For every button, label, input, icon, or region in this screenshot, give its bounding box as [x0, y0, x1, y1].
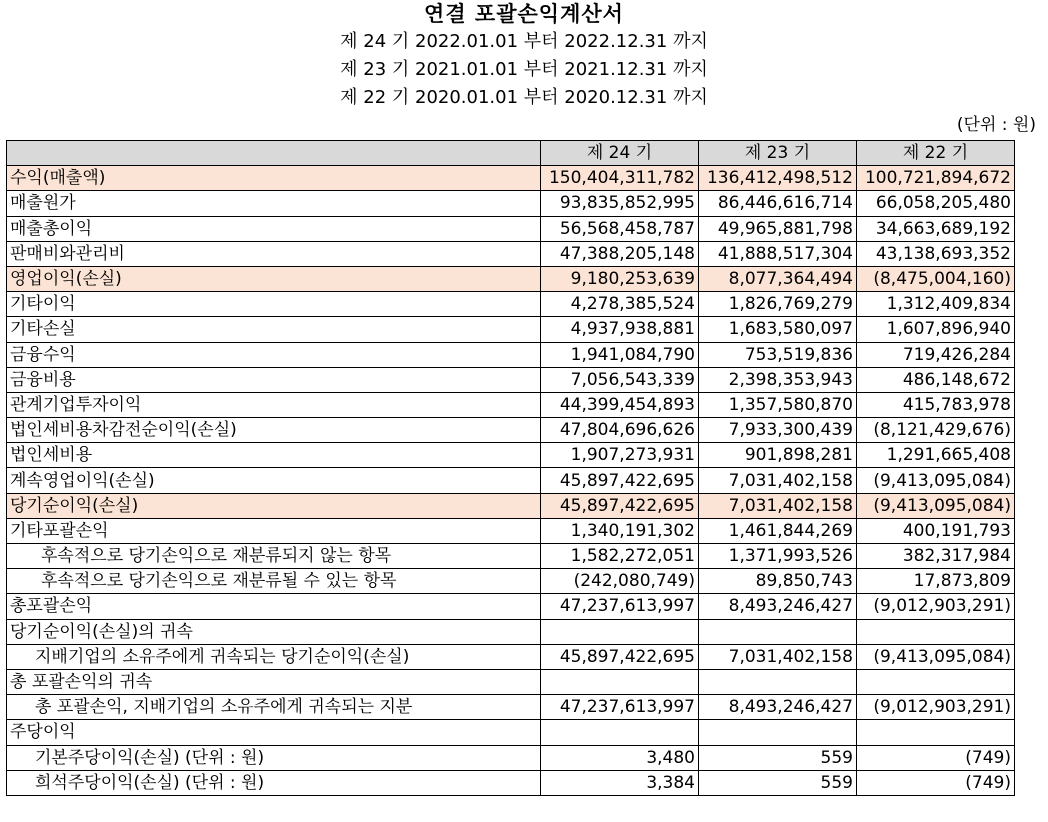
table-row: [7, 518, 1015, 543]
table-row: [7, 745, 1015, 770]
value-cell-22: (9,012,903,291): [857, 594, 1015, 619]
value-cell-24: 150,404,311,782: [541, 166, 699, 191]
row-label: 수익(매출액): [7, 166, 541, 191]
value-cell-22: (8,121,429,676): [857, 418, 1015, 443]
value-cell-23: 1,371,993,526: [699, 544, 857, 569]
row-label: 금융비용: [7, 367, 541, 392]
table-row: [7, 266, 1015, 291]
row-label: 후속적으로 당기손익으로 재분류될 수 있는 항목: [7, 569, 541, 594]
value-cell-23: [699, 669, 857, 694]
value-cell-24: 47,237,613,997: [541, 594, 699, 619]
table-row: [7, 443, 1015, 468]
value-cell-23: 8,077,364,494: [699, 266, 857, 291]
value-cell-22: 486,148,672: [857, 367, 1015, 392]
row-label: 총 포괄손익의 귀속: [7, 669, 541, 694]
value-cell-24: 93,835,852,995: [541, 191, 699, 216]
value-cell-22: 66,058,205,480: [857, 191, 1015, 216]
row-label: 매출원가: [7, 191, 541, 216]
row-label: 법인세비용: [7, 443, 541, 468]
statement-header: [0, 0, 1048, 138]
value-cell-23: 753,519,836: [699, 342, 857, 367]
table-row: [7, 317, 1015, 342]
value-cell-23: 7,933,300,439: [699, 418, 857, 443]
value-cell-24: 47,237,613,997: [541, 695, 699, 720]
row-label: 주당이익: [7, 720, 541, 745]
column-header-item: [7, 141, 541, 166]
value-cell-24: [541, 720, 699, 745]
row-label: 기타이익: [7, 292, 541, 317]
value-cell-22: 43,138,693,352: [857, 241, 1015, 266]
column-header-22: 제 22 기: [857, 141, 1015, 166]
value-cell-24: 1,907,273,931: [541, 443, 699, 468]
value-cell-23: 901,898,281: [699, 443, 857, 468]
value-cell-24: 45,897,422,695: [541, 468, 699, 493]
value-cell-23: 559: [699, 770, 857, 795]
value-cell-22: (9,012,903,291): [857, 695, 1015, 720]
value-cell-22: [857, 619, 1015, 644]
value-cell-23: 559: [699, 745, 857, 770]
value-cell-23: 1,826,769,279: [699, 292, 857, 317]
table-row: [7, 216, 1015, 241]
table-row: [7, 669, 1015, 694]
value-cell-22: 17,873,809: [857, 569, 1015, 594]
value-cell-24: 44,399,454,893: [541, 392, 699, 417]
table-row: [7, 468, 1015, 493]
table-row: [7, 770, 1015, 795]
value-cell-24: 1,941,084,790: [541, 342, 699, 367]
value-cell-22: 1,291,665,408: [857, 443, 1015, 468]
table-row: [7, 166, 1015, 191]
table-row: [7, 418, 1015, 443]
value-cell-22: [857, 720, 1015, 745]
table-row: [7, 493, 1015, 518]
row-label: 매출총이익: [7, 216, 541, 241]
table-row: [7, 392, 1015, 417]
value-cell-24: 3,384: [541, 770, 699, 795]
row-label: 기본주당이익(손실) (단위 : 원): [7, 745, 541, 770]
value-cell-22: (749): [857, 770, 1015, 795]
table-header-row: [7, 141, 1015, 166]
value-cell-22: 100,721,894,672: [857, 166, 1015, 191]
value-cell-23: 86,446,616,714: [699, 191, 857, 216]
row-label: 판매비와관리비: [7, 241, 541, 266]
value-cell-22: (8,475,004,160): [857, 266, 1015, 291]
row-label: 당기순이익(손실)의 귀속: [7, 619, 541, 644]
table-row: [7, 367, 1015, 392]
value-cell-24: (242,080,749): [541, 569, 699, 594]
row-label: 관계기업투자이익: [7, 392, 541, 417]
table-row: [7, 342, 1015, 367]
value-cell-23: 7,031,402,158: [699, 493, 857, 518]
value-cell-23: 1,461,844,269: [699, 518, 857, 543]
value-cell-22: (9,413,095,084): [857, 468, 1015, 493]
value-cell-24: 3,480: [541, 745, 699, 770]
row-label: 법인세비용차감전순이익(손실): [7, 418, 541, 443]
value-cell-23: 41,888,517,304: [699, 241, 857, 266]
value-cell-24: 1,340,191,302: [541, 518, 699, 543]
row-label: 금융수익: [7, 342, 541, 367]
value-cell-24: 47,388,205,148: [541, 241, 699, 266]
table-row: [7, 619, 1015, 644]
row-label: 계속영업이익(손실): [7, 468, 541, 493]
value-cell-24: 4,278,385,524: [541, 292, 699, 317]
value-cell-22: 1,607,896,940: [857, 317, 1015, 342]
table-row: [7, 644, 1015, 669]
period-line-22: 제 22 기 2020.01.01 부터 2020.12.31 까지: [340, 87, 708, 108]
value-cell-22: 382,317,984: [857, 544, 1015, 569]
value-cell-23: 1,357,580,870: [699, 392, 857, 417]
value-cell-23: 7,031,402,158: [699, 644, 857, 669]
value-cell-22: 400,191,793: [857, 518, 1015, 543]
row-label: 총포괄손익: [7, 594, 541, 619]
statement-title: 연결 포괄손익계산서: [424, 2, 624, 26]
value-cell-22: [857, 669, 1015, 694]
value-cell-22: (9,413,095,084): [857, 493, 1015, 518]
value-cell-23: [699, 619, 857, 644]
value-cell-24: 4,937,938,881: [541, 317, 699, 342]
value-cell-23: 49,965,881,798: [699, 216, 857, 241]
value-cell-22: 719,426,284: [857, 342, 1015, 367]
table-row: [7, 695, 1015, 720]
value-cell-24: 45,897,422,695: [541, 644, 699, 669]
value-cell-24: 47,804,696,626: [541, 418, 699, 443]
value-cell-23: 7,031,402,158: [699, 468, 857, 493]
value-cell-22: 34,663,689,192: [857, 216, 1015, 241]
row-label: 기타포괄손익: [7, 518, 541, 543]
table-row: [7, 191, 1015, 216]
table-row: [7, 569, 1015, 594]
value-cell-24: [541, 619, 699, 644]
row-label: 지배기업의 소유주에게 귀속되는 당기순이익(손실): [7, 644, 541, 669]
value-cell-24: 56,568,458,787: [541, 216, 699, 241]
row-label: 기타손실: [7, 317, 541, 342]
column-header-23: 제 23 기: [699, 141, 857, 166]
value-cell-22: 1,312,409,834: [857, 292, 1015, 317]
value-cell-23: [699, 720, 857, 745]
row-label: 후속적으로 당기손익으로 재분류되지 않는 항목: [7, 544, 541, 569]
value-cell-23: 1,683,580,097: [699, 317, 857, 342]
row-label: 당기순이익(손실): [7, 493, 541, 518]
table-row: [7, 292, 1015, 317]
value-cell-24: [541, 669, 699, 694]
value-cell-24: 1,582,272,051: [541, 544, 699, 569]
table-row: [7, 594, 1015, 619]
table-row: [7, 720, 1015, 745]
row-label: 총 포괄손익, 지배기업의 소유주에게 귀속되는 지분: [7, 695, 541, 720]
value-cell-24: 45,897,422,695: [541, 493, 699, 518]
value-cell-23: 136,412,498,512: [699, 166, 857, 191]
value-cell-24: 9,180,253,639: [541, 266, 699, 291]
income-statement-table: [6, 140, 1015, 796]
table-row: [7, 544, 1015, 569]
value-cell-22: (749): [857, 745, 1015, 770]
value-cell-22: (9,413,095,084): [857, 644, 1015, 669]
value-cell-23: 2,398,353,943: [699, 367, 857, 392]
period-line-24: 제 24 기 2022.01.01 부터 2022.12.31 까지: [340, 31, 708, 52]
unit-label: (단위 : 원): [956, 115, 1036, 135]
value-cell-23: 8,493,246,427: [699, 594, 857, 619]
row-label: 희석주당이익(손실) (단위 : 원): [7, 770, 541, 795]
value-cell-24: 7,056,543,339: [541, 367, 699, 392]
value-cell-23: 8,493,246,427: [699, 695, 857, 720]
period-line-23: 제 23 기 2021.01.01 부터 2021.12.31 까지: [340, 59, 708, 80]
row-label: 영업이익(손실): [7, 266, 541, 291]
table-row: [7, 241, 1015, 266]
value-cell-23: 89,850,743: [699, 569, 857, 594]
value-cell-22: 415,783,978: [857, 392, 1015, 417]
column-header-24: 제 24 기: [541, 141, 699, 166]
